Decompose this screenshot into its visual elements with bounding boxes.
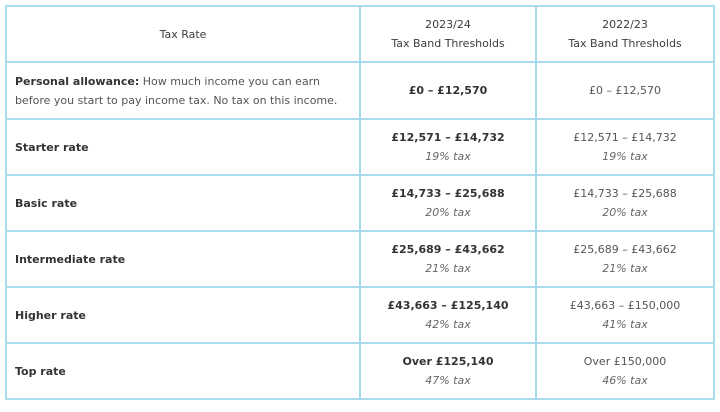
range-value: Over £150,000	[583, 355, 667, 368]
threshold-2022-23	[536, 287, 714, 343]
header-2022-23-sub: Tax Band Thresholds	[568, 37, 682, 50]
table-header-row	[6, 6, 714, 62]
tax-percent: 20% tax	[425, 206, 471, 219]
table-row	[6, 175, 714, 231]
tax-percent: 20% tax	[602, 206, 648, 219]
header-2022-23-year: 2022/23	[602, 18, 648, 31]
rate-label: Intermediate rate	[6, 231, 360, 287]
threshold-2023-24	[360, 343, 536, 399]
range-value: £0 – £12,570	[589, 84, 661, 97]
range-value: £25,689 – £43,662	[573, 243, 677, 256]
threshold-2022-23	[536, 343, 714, 399]
rate-label: Higher rate	[6, 287, 360, 343]
range-value: £14,733 – £25,688	[391, 187, 505, 200]
tax-percent: 41% tax	[602, 318, 648, 331]
personal-allowance-2022-23	[536, 62, 714, 119]
threshold-2022-23	[536, 175, 714, 231]
threshold-2022-23	[536, 119, 714, 175]
range-value: £43,663 – £150,000	[569, 299, 681, 312]
range-value: £14,733 – £25,688	[573, 187, 677, 200]
table-row	[6, 287, 714, 343]
threshold-2023-24	[360, 231, 536, 287]
threshold-2023-24	[360, 175, 536, 231]
tax-percent: 19% tax	[602, 150, 648, 163]
table-row-personal-allowance	[6, 62, 714, 119]
tax-band-table	[5, 5, 715, 400]
header-2023-24-sub: Tax Band Thresholds	[391, 37, 505, 50]
rate-label: Top rate	[6, 343, 360, 399]
table-row	[6, 119, 714, 175]
rate-label: Basic rate	[6, 175, 360, 231]
header-2023-24	[360, 6, 536, 62]
personal-allowance-2023-24	[360, 62, 536, 119]
rate-label: Starter rate	[6, 119, 360, 175]
personal-allowance-cell	[6, 62, 360, 119]
tax-percent: 21% tax	[425, 262, 471, 275]
header-tax-rate: Tax Rate	[6, 6, 360, 62]
header-2023-24-year: 2023/24	[425, 18, 471, 31]
threshold-2023-24	[360, 119, 536, 175]
personal-allowance-label: Personal allowance:	[15, 74, 140, 88]
table-row	[6, 231, 714, 287]
header-2022-23	[536, 6, 714, 62]
range-value: £12,571 – £14,732	[391, 131, 505, 144]
range-value: £12,571 – £14,732	[573, 131, 677, 144]
table-row	[6, 343, 714, 399]
tax-percent: 21% tax	[602, 262, 648, 275]
threshold-2022-23	[536, 231, 714, 287]
range-value: £43,663 – £125,140	[387, 299, 509, 312]
tax-percent: 46% tax	[602, 374, 648, 387]
personal-allowance-desc: How much income you can earn before you start to pay income tax. No tax on this income.	[15, 74, 338, 107]
range-value: £0 – £12,570	[408, 84, 488, 97]
tax-percent: 19% tax	[425, 150, 471, 163]
range-value: Over £125,140	[402, 355, 494, 368]
threshold-2023-24	[360, 287, 536, 343]
range-value: £25,689 – £43,662	[391, 243, 505, 256]
tax-percent: 42% tax	[425, 318, 471, 331]
tax-percent: 47% tax	[425, 374, 471, 387]
